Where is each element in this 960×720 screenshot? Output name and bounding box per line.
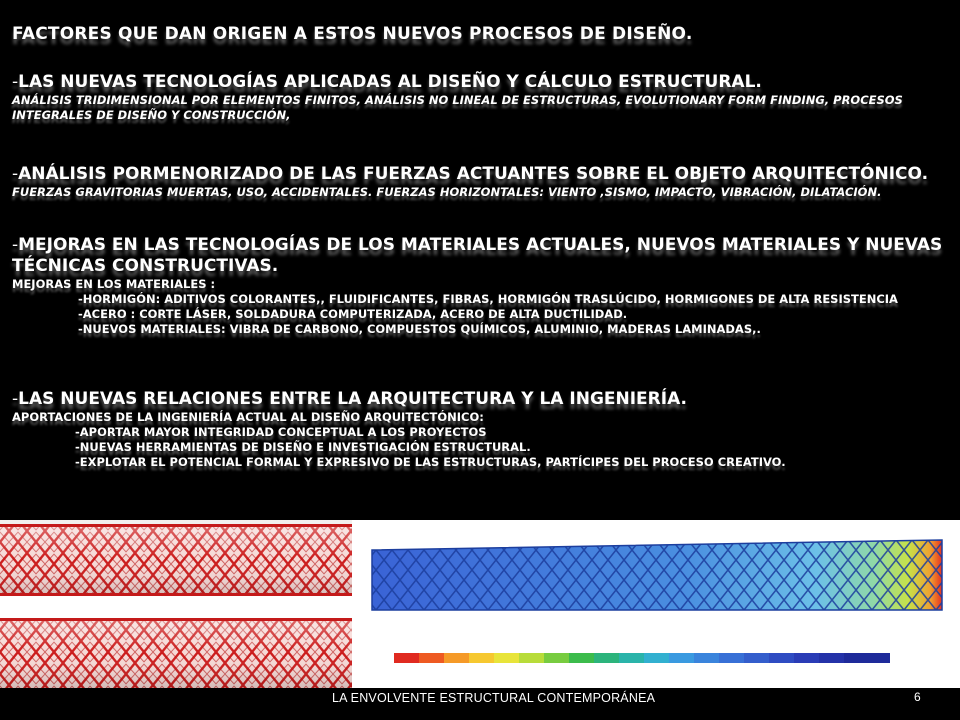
section-heading [12, 72, 948, 93]
dash: - [12, 164, 19, 184]
page-number: 6 [914, 690, 921, 704]
section-heading [12, 164, 948, 185]
section-heading [12, 389, 948, 410]
section-heading-continued: TÉCNICAS CONSTRUCTIVAS. [12, 256, 279, 276]
diagrid-lattice-image [0, 520, 352, 688]
section-subline: FUERZAS GRAVITORIAS MUERTAS, USO, ACCIDENTALES. FUERZAS HORIZONTALES: VIENTO ,SISMO, IMPACTO, VIBRACIÓN, DILATACIÓN. [12, 185, 882, 199]
section-relations [12, 389, 948, 470]
fem-beam-image [352, 520, 960, 688]
list-item: -EXPLOTAR EL POTENCIAL FORMAL Y EXPRESIVO DE LAS ESTRUCTURAS, PARTÍCIPES DEL PROCESO CREATIVO. [75, 455, 786, 469]
diagrid-lattice-photo [0, 520, 352, 688]
slide-title: FACTORES QUE DAN ORIGEN A ESTOS NUEVOS PROCESOS DE DISEÑO. [12, 24, 693, 44]
list-item: -NUEVAS HERRAMIENTAS DE DISEÑO E INVESTIGACIÓN ESTRUCTURAL. [75, 440, 531, 454]
section-subtitle: APORTACIONES DE LA INGENIERÍA ACTUAL AL DISEÑO ARQUITECTÓNICO: [12, 410, 484, 424]
section-subline: INTEGRALES DE DISEÑO Y CONSTRUCCIÓN, [12, 108, 291, 122]
section-heading [12, 235, 948, 256]
list-item: -NUEVOS MATERIALES: VIBRA DE CARBONO, COMPUESTOS QUÍMICOS, ALUMINIO, MADERAS LAMINADAS,. [78, 322, 761, 336]
list-item: -ACERO : CORTE LÁSER, SOLDADURA COMPUTERIZADA, ACERO DE ALTA DUCTILIDAD. [78, 307, 628, 321]
list-item: -HORMIGÓN: ADITIVOS COLORANTES,, FLUIDIFICANTES, FIBRAS, HORMIGÓN TRASLÚCIDO, HORMIGONES DE ALTA RESISTENCIA [78, 292, 898, 306]
dash: - [12, 235, 19, 255]
section-heading-text: LAS NUEVAS RELACIONES ENTRE LA ARQUITECTURA Y LA INGENIERÍA. [18, 389, 688, 409]
section-subline: ANÁLISIS TRIDIMENSIONAL POR ELEMENTOS FINITOS, ANÁLISIS NO LINEAL DE ESTRUCTURAS, EVOLUTIONARY FORM FINDING, PROCESOS [12, 93, 903, 107]
section-forces [12, 164, 948, 200]
section-subtitle: MEJORAS EN LOS MATERIALES : [12, 277, 216, 291]
section-heading-text: MEJORAS EN LAS TECNOLOGÍAS DE LOS MATERIALES ACTUALES, NUEVOS MATERIALES Y NUEVAS [18, 235, 943, 255]
fem-analysis-image [352, 520, 960, 688]
color-scale-bar [394, 653, 890, 663]
footer-caption: LA ENVOLVENTE ESTRUCTURAL CONTEMPORÁNEA [332, 691, 656, 705]
list-item: -APORTAR MAYOR INTEGRIDAD CONCEPTUAL A LOS PROYECTOS [75, 425, 487, 439]
dash: - [12, 72, 19, 92]
section-materials [12, 235, 948, 337]
section-heading-text: ANÁLISIS PORMENORIZADO DE LAS FUERZAS ACTUANTES SOBRE EL OBJETO ARQUITECTÓNICO. [18, 164, 929, 184]
section-technologies [12, 72, 948, 123]
dash: - [12, 389, 19, 409]
section-heading-text: LAS NUEVAS TECNOLOGÍAS APLICADAS AL DISEÑO Y CÁLCULO ESTRUCTURAL. [18, 72, 762, 92]
